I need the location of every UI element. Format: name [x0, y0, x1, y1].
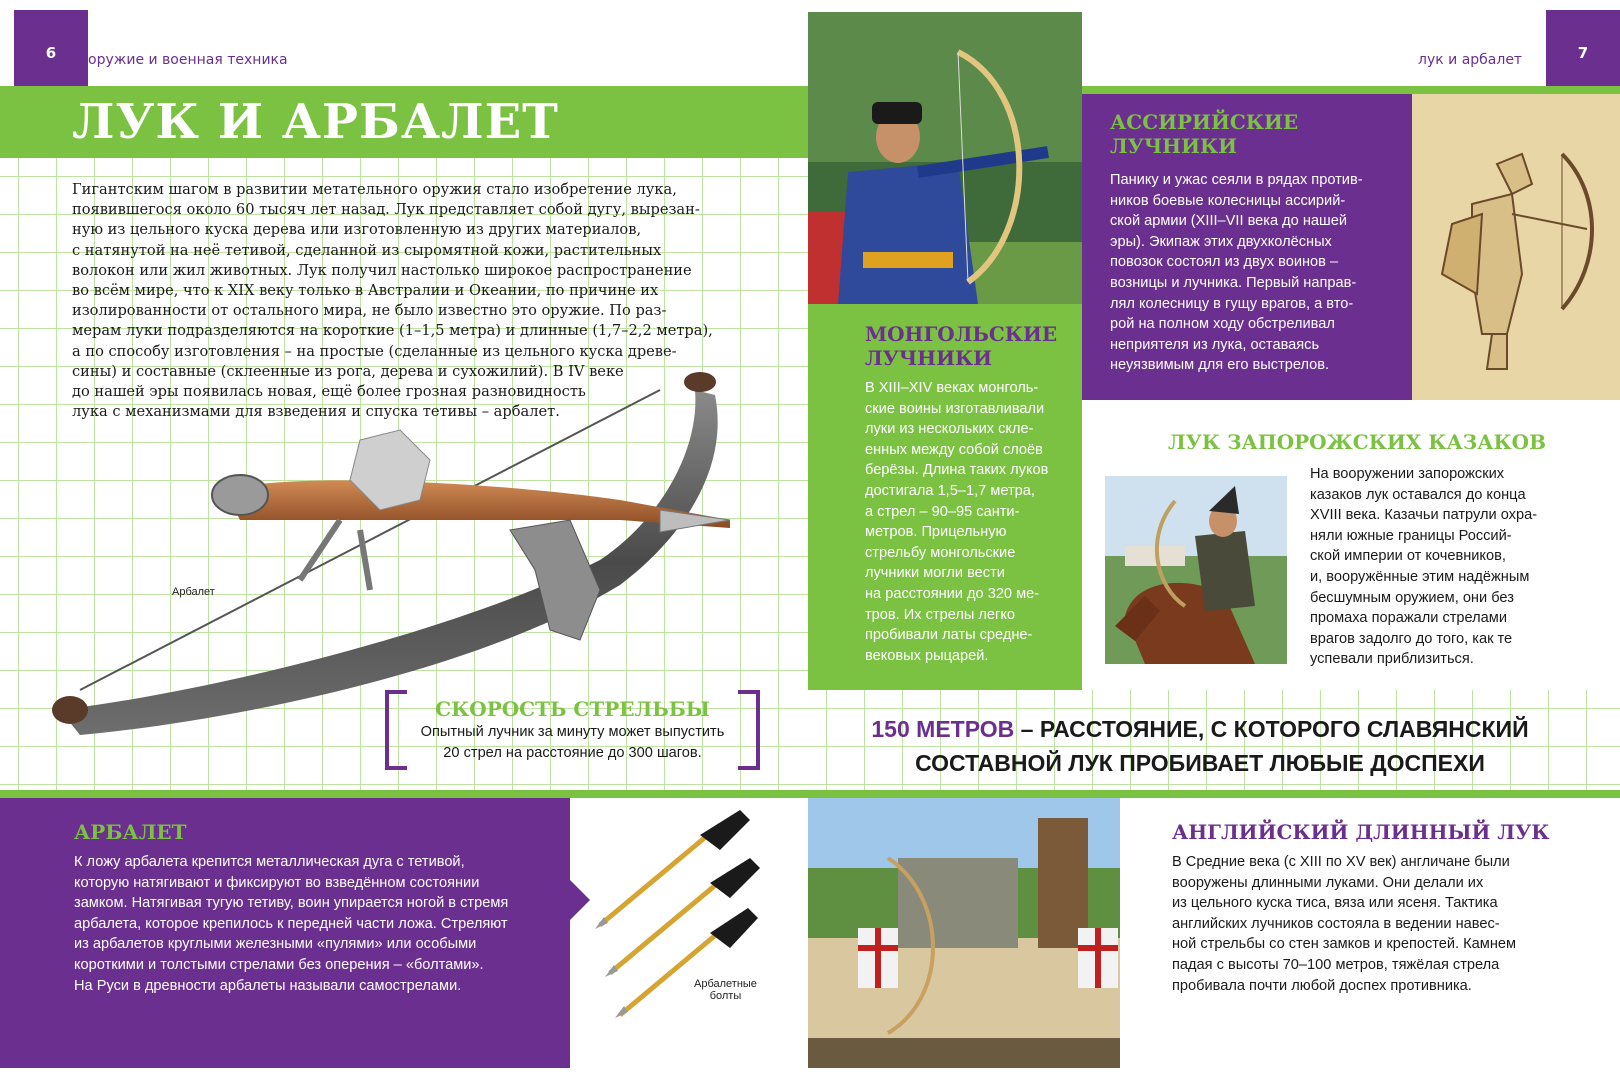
- arbalet-text: [74, 852, 564, 996]
- assyrian-archer-drawing: [1412, 94, 1620, 400]
- cossack-line: На вооружении запорожских: [1310, 466, 1505, 482]
- arbalet-line: из арбалетов круглыми железными «пулями» или особыми: [74, 936, 477, 953]
- intro-line: ную из цельного куска дерева или изготовленную из других материалов,: [72, 221, 642, 239]
- assyrian-line: повозок состоял из двух воинов –: [1110, 254, 1339, 271]
- mongol-line: луки из нескольких скле-: [865, 421, 1034, 438]
- intro-line: волокон или жил животных. Лук получил настолько широкое распространение: [72, 261, 692, 279]
- speed-title: СКОРОСТЬ СТРЕЛЬБЫ: [435, 697, 710, 721]
- assyrian-title-line: ЛУЧНИКИ: [1110, 134, 1238, 158]
- assyrian-text: [1110, 170, 1410, 376]
- mongol-title-line: ЛУЧНИКИ: [865, 346, 993, 370]
- cossack-text: [1310, 464, 1610, 670]
- mongol-line: берёзы. Длина таких луков: [865, 462, 1049, 479]
- arbalet-line: На Руси в древности арбалеты называли самострелами.: [74, 977, 462, 994]
- mongol-line: метров. Прицельную: [865, 524, 1007, 541]
- right-page-number: 7: [1546, 10, 1620, 96]
- english-line: падая с высоты 70–100 метров, тяжёлая стрела: [1172, 956, 1500, 973]
- speed-bracket-left: [385, 690, 407, 770]
- speed-bracket-right: [738, 690, 760, 770]
- arbalet-line: К ложу арбалета крепится металлическая дуга с тетивой,: [74, 854, 465, 870]
- mongol-title: [865, 322, 1057, 370]
- cossack-line: бесшумным оружием, они без: [1310, 589, 1514, 606]
- cossack-line: казаков лук оставался до конца: [1310, 486, 1526, 503]
- cossack-line: и, вооружённые этим надёжным: [1310, 568, 1530, 585]
- main-title: ЛУК И АРБАЛЕТ: [72, 94, 559, 150]
- english-text: [1172, 852, 1592, 996]
- english-line: В Средние века (с XIII по XV век) англичане были: [1172, 854, 1510, 870]
- mongol-line: вековых рыцарей.: [865, 647, 989, 664]
- intro-line: а по способу изготовления – на простые (сделанные из цельного куска древе-: [72, 342, 677, 360]
- mongol-line: тров. Их стрелы легко: [865, 606, 1016, 623]
- arbalet-line: замком. Натягивая тугую тетиву, воин упирается ногой в стремя: [74, 895, 509, 912]
- mongol-line: В XIII–XIV веках монголь-: [865, 380, 1039, 396]
- assyrian-top-strip: [1082, 86, 1620, 94]
- cossack-rider-image: [1105, 476, 1287, 664]
- assyrian-line: неприятеля из лука, оставаясь: [1110, 336, 1320, 353]
- cossack-line: XVIII века. Казачьи патрули охра-: [1310, 507, 1538, 524]
- mongol-line: а стрел – 90–95 санти-: [865, 503, 1020, 520]
- assyrian-line: ской армии (XIII–VII века до нашей: [1110, 213, 1347, 230]
- assyrian-title-line: АССИРИЙСКИЕ: [1110, 110, 1299, 134]
- mongol-text: [865, 378, 1075, 666]
- assyrian-line: лял колесницу в гущу врагов, а вто-: [1110, 295, 1354, 312]
- intro-line: до нашей эры появилась новая, ещё более грозная разновидность: [72, 383, 586, 401]
- intro-line: сины) и составные (склеенные из рога, дерева и сухожилий). В IV веке: [72, 362, 624, 380]
- crossbow-caption: Арбалет: [172, 586, 215, 598]
- cossack-title: ЛУК ЗАПОРОЖСКИХ КАЗАКОВ: [1168, 430, 1546, 454]
- bolt-1: [595, 810, 750, 929]
- assyrian-title: [1110, 110, 1298, 158]
- assyrian-line: Панику и ужас сеяли в рядах против-: [1110, 172, 1363, 188]
- fact-line-1-rest: – РАССТОЯНИЕ, С КОТОРОГО СЛАВЯНСКИЙ: [1014, 716, 1529, 742]
- english-title: АНГЛИЙСКИЙ ДЛИННЫЙ ЛУК: [1172, 820, 1550, 844]
- mongol-line: достигала 1,5–1,7 метра,: [865, 482, 1035, 499]
- mongol-line: енных между собой слоёв: [865, 441, 1043, 458]
- mongol-archer-photo: [808, 12, 1082, 304]
- english-archers-photo: [808, 798, 1120, 1068]
- cossack-line: промаха поражали стрелами: [1310, 610, 1507, 627]
- bolts-caption: [694, 978, 757, 1002]
- mongol-line: пробивали латы средне-: [865, 627, 1033, 644]
- mongol-line: лучники могли вести: [865, 565, 1005, 582]
- cossack-line: успевали приблизиться.: [1310, 651, 1474, 668]
- right-running-head: лук и арбалет: [1418, 52, 1523, 68]
- arbalet-line: короткими и толстыми стрелами без оперения – «болтами».: [74, 956, 484, 973]
- cossack-photo: [1105, 476, 1287, 664]
- fact-highlight: 150 МЕТРОВ: [871, 716, 1015, 742]
- speed-line: 20 стрел на расстояние до 300 шагов.: [443, 744, 702, 761]
- bolts-caption-line: Арбалетные: [694, 978, 757, 990]
- english-line: ной стрельбы со стен замков и крепостей. Камнем: [1172, 936, 1517, 953]
- speed-line: Опытный лучник за минуту может выпустить: [420, 724, 725, 740]
- mongol-archer-image: [808, 12, 1082, 304]
- arbalet-line: которую натягивают и фиксируют во взведённом состоянии: [74, 874, 480, 891]
- mongol-line: на расстоянии до 320 ме-: [865, 585, 1040, 602]
- fact-line-1: [840, 712, 1560, 746]
- mongol-title-line: МОНГОЛЬСКИЕ: [865, 322, 1058, 346]
- cossack-line: ской империи от кочевников,: [1310, 548, 1506, 565]
- english-line: вооружены длинными луками. Они делали их: [1172, 874, 1484, 891]
- arbalet-title: АРБАЛЕТ: [74, 820, 187, 844]
- bottom-divider: [0, 790, 1620, 798]
- cossack-line: врагов задолго до того, как те: [1310, 630, 1513, 647]
- intro-line: с натянутой на неё тетивой, сделанной из сыромятной кожи, растительных: [72, 241, 662, 259]
- bolts-caption-line: болты: [709, 990, 742, 1002]
- english-archers-image: [808, 798, 1120, 1068]
- english-line: пробивала почти любой доспех противника.: [1172, 977, 1472, 994]
- assyrian-relief-image: [1412, 94, 1620, 400]
- mongol-line: стрельбу монгольские: [865, 544, 1016, 561]
- speed-text: [405, 722, 740, 763]
- intro-line: во всём мире, что к XIX веку только в Австралии и Океании, по причине их: [72, 282, 659, 300]
- intro-line: появившегося около 60 тысяч лет назад. Лук представляет собой дугу, вырезан-: [72, 201, 700, 219]
- mongol-line: ские воины изготавливали: [865, 400, 1045, 417]
- english-line: из цельного куска тиса, вяза или ясеня. Тактика: [1172, 895, 1498, 912]
- assyrian-line: ников боевые колесницы ассирий-: [1110, 192, 1346, 209]
- left-page-number: 6: [14, 10, 88, 96]
- arbalet-line: арбалета, которое крепилось к передней части ложа. Стреляют: [74, 915, 508, 932]
- intro-line: мерам луки подразделяются на короткие (1–1,5 метра) и длинные (1,7–2,2 метра),: [72, 322, 713, 340]
- intro-line: изолированности от остального мира, не было известно это оружие. По раз-: [72, 302, 667, 320]
- assyrian-line: рой на полном ходу обстреливал: [1110, 316, 1335, 333]
- assyrian-line: возницы и лучника. Первый направ-: [1110, 274, 1357, 291]
- intro-line: Гигантским шагом в развитии метательного оружия стало изобретение лука,: [72, 181, 677, 198]
- fact-line-2: СОСТАВНОЙ ЛУК ПРОБИВАЕТ ЛЮБЫЕ ДОСПЕХИ: [915, 750, 1485, 776]
- left-running-head: оружие и военная техника: [88, 52, 288, 68]
- arbalet-box-arrow: [570, 880, 590, 920]
- fact-banner: [840, 712, 1560, 780]
- cossack-line: няли южные границы Россий-: [1310, 527, 1512, 544]
- assyrian-line: неуязвимым для его выстрелов.: [1110, 357, 1330, 374]
- english-line: английских лучников состояла в ведении навес-: [1172, 915, 1500, 932]
- assyrian-line: эры). Экипаж этих двухколёсных: [1110, 233, 1332, 250]
- intro-line: лука с механизмами для взведения и спуска тетивы – арбалет.: [72, 403, 560, 421]
